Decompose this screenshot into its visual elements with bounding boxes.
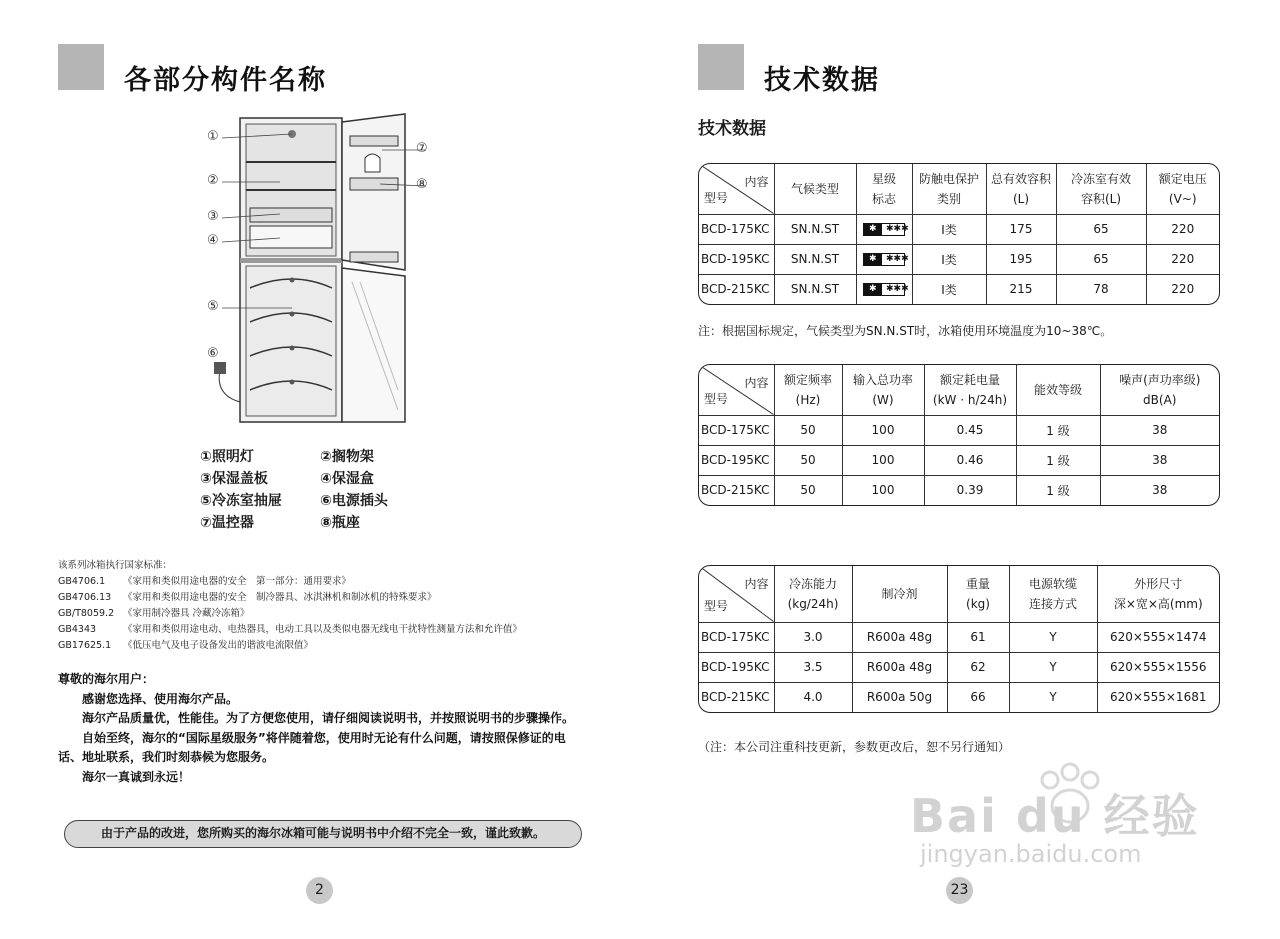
- table-cell: SN.N.ST: [774, 214, 856, 244]
- corner-model-label: 型号: [704, 190, 729, 205]
- table-cell: Ⅰ类: [912, 214, 986, 244]
- table-cell: 50: [774, 475, 842, 505]
- watermark-brand: Bai du 经验: [910, 789, 1200, 843]
- column-header: 重量 (kg): [947, 566, 1009, 622]
- model-cell: BCD-215KC: [699, 274, 774, 304]
- table-cell: 100: [842, 445, 924, 475]
- page-title-specs: 技术数据: [764, 65, 880, 96]
- table-cell: 3.0: [774, 622, 852, 652]
- legend-row: [200, 512, 440, 534]
- table-row: [699, 445, 1219, 475]
- star-rating-icon: ✱ ✱✱✱: [863, 223, 905, 236]
- standard-item: [58, 638, 618, 654]
- column-header: 电源软缆 连接方式: [1009, 566, 1097, 622]
- table-cell: 220: [1146, 244, 1219, 274]
- table-row: [699, 622, 1219, 652]
- letter-paragraph: 海尔产品质量优，性能佳。为了方便您使用，请仔细阅读说明书，并按照说明书的步骤操作。: [82, 711, 575, 725]
- standard-text: 《家用和类似用途电器的安全 第一部分：通用要求》: [123, 576, 352, 587]
- part-label: ④保湿盒: [320, 471, 374, 487]
- part-label: ⑧瓶座: [320, 515, 360, 531]
- standard-item: [58, 590, 618, 606]
- legend-row: [200, 490, 440, 512]
- table-row: [699, 214, 1219, 244]
- standard-code: GB4343: [58, 624, 97, 635]
- table-cell: 620×555×1681: [1097, 682, 1219, 712]
- table-cell: 0.39: [924, 475, 1016, 505]
- table-cell: 65: [1056, 244, 1146, 274]
- table-cell: 100: [842, 415, 924, 445]
- corner-content-label: 内容: [744, 175, 769, 189]
- callout-5: ⑤: [207, 299, 219, 314]
- spec-table-3: [698, 565, 1220, 713]
- table-cell: 1 级: [1016, 475, 1100, 505]
- table-cell: 195: [986, 244, 1056, 274]
- column-header: 气候类型: [774, 164, 856, 214]
- table-cell: 61: [947, 622, 1009, 652]
- letter-paragraph: 自始至终，海尔的“国际星级服务”将伴随着您，使用时无论有什么问题，请按照保修证的电话、地址联系，我们时刻恭候为您服务。: [58, 730, 566, 764]
- watermark-url: jingyan.baidu.com: [920, 840, 1142, 868]
- table-row: [699, 244, 1219, 274]
- table-cell: Y: [1009, 682, 1097, 712]
- part-label: ③保湿盖板: [200, 471, 268, 487]
- model-cell: BCD-175KC: [699, 415, 774, 445]
- callout-1: ①: [207, 129, 219, 144]
- improvement-notice: 由于产品的改进，您所购买的海尔冰箱可能与说明书中介绍不完全一致，谨此致歉。: [64, 820, 582, 848]
- model-cell: BCD-175KC: [699, 214, 774, 244]
- column-header: 能效等级: [1016, 365, 1100, 415]
- corner-content-label: 内容: [744, 376, 769, 390]
- corner-content-label: 内容: [744, 577, 769, 591]
- table-cell: 175: [986, 214, 1056, 244]
- update-note: （注：本公司注重科技更新，参数更改后，恕不另行通知）: [698, 740, 1011, 754]
- column-header: 额定频率 (Hz): [774, 365, 842, 415]
- standard-code: GB4706.13: [58, 592, 112, 603]
- column-header: 额定电压 (V~): [1146, 164, 1219, 214]
- table-cell: 66: [947, 682, 1009, 712]
- table-cell: 1 级: [1016, 445, 1100, 475]
- table-row: [699, 652, 1219, 682]
- column-header: 外形尺寸 深×宽×高(mm): [1097, 566, 1219, 622]
- standard-code: GB17625.1: [58, 640, 112, 651]
- table-row: [699, 415, 1219, 445]
- standard-text: 《家用和类似用途电器的安全 制冷器具、冰淇淋机和制冰机的特殊要求》: [123, 592, 437, 603]
- model-cell: BCD-195KC: [699, 445, 774, 475]
- table-row: [699, 274, 1219, 304]
- part-label: ⑦温控器: [200, 515, 254, 531]
- table-cell: 3.5: [774, 652, 852, 682]
- table-cell: 50: [774, 445, 842, 475]
- column-header: 噪声(声功率级) dB(A): [1100, 365, 1219, 415]
- table-row: [699, 682, 1219, 712]
- callout-2: ②: [207, 173, 219, 188]
- letter-greeting: 尊敬的海尔用户：: [58, 672, 155, 686]
- climate-note: 注：根据国标规定，气候类型为SN.N.ST时，冰箱使用环境温度为10~38℃。: [698, 324, 1113, 338]
- table-corner-header: [699, 566, 774, 622]
- legend-row: [200, 446, 440, 468]
- letter-paragraph: 感谢您选择、使用海尔产品。: [82, 691, 239, 706]
- standard-text: 《低压电气及电子设备发出的谐波电流限值》: [123, 640, 314, 651]
- standard-text: 《家用和类似用途电动、电热器具，电动工具以及类似电器无线电干扰特性测量方法和允许值》: [123, 624, 523, 635]
- table-corner-header: [699, 164, 774, 214]
- standard-code: GB/T8059.2: [58, 608, 115, 619]
- star-rating-cell: [856, 214, 912, 244]
- table-cell: 220: [1146, 274, 1219, 304]
- model-cell: BCD-175KC: [699, 622, 774, 652]
- column-header: 额定耗电量 (kW · h/24h): [924, 365, 1016, 415]
- standard-code: GB4706.1: [58, 576, 106, 587]
- table-cell: 215: [986, 274, 1056, 304]
- corner-model-label: 型号: [704, 391, 729, 406]
- baidu-jingyan-watermark: [910, 760, 1230, 880]
- standard-item: [58, 574, 618, 590]
- table-cell: Y: [1009, 622, 1097, 652]
- column-header: 冷冻能力 (kg/24h): [774, 566, 852, 622]
- corner-model-label: 型号: [704, 598, 729, 613]
- star-rating-icon: ✱ ✱✱✱: [863, 283, 905, 296]
- table-cell: 65: [1056, 214, 1146, 244]
- callout-7: ⑦: [416, 141, 428, 156]
- table-cell: 38: [1100, 445, 1219, 475]
- table-cell: SN.N.ST: [774, 274, 856, 304]
- column-header: 冷冻室有效 容积(L): [1056, 164, 1146, 214]
- callout-3: ③: [207, 209, 219, 224]
- standards-list: [58, 558, 618, 654]
- fridge-diagram: [200, 110, 430, 430]
- star-rating-icon: ✱ ✱✱✱: [863, 253, 905, 266]
- table-corner-header: [699, 365, 774, 415]
- standards-intro: 该系列冰箱执行国家标准：: [58, 560, 173, 571]
- table-cell: R600a 50g: [852, 682, 947, 712]
- table-cell: 0.46: [924, 445, 1016, 475]
- star-rating-cell: [856, 244, 912, 274]
- customer-letter: [58, 670, 588, 787]
- standard-text: 《家用制冷器具 冷藏冷冻箱》: [123, 608, 250, 619]
- table-cell: Ⅰ类: [912, 274, 986, 304]
- column-header: 总有效容积 (L): [986, 164, 1056, 214]
- table-cell: R600a 48g: [852, 652, 947, 682]
- section-marker: [58, 44, 104, 90]
- table-cell: 100: [842, 475, 924, 505]
- table-cell: 78: [1056, 274, 1146, 304]
- table-cell: 620×555×1474: [1097, 622, 1219, 652]
- standard-item: [58, 606, 618, 622]
- table-row: [699, 475, 1219, 505]
- fridge-drawing: [200, 110, 430, 430]
- table-cell: 62: [947, 652, 1009, 682]
- section-marker: [698, 44, 744, 90]
- model-cell: BCD-215KC: [699, 475, 774, 505]
- section-subtitle: 技术数据: [698, 119, 766, 139]
- callout-4: ④: [207, 233, 219, 248]
- table-cell: 0.45: [924, 415, 1016, 445]
- standard-item: [58, 622, 618, 638]
- table-cell: Ⅰ类: [912, 244, 986, 274]
- callout-6: ⑥: [207, 346, 219, 361]
- spec-table-1: [698, 163, 1220, 305]
- letter-paragraph: 海尔一真诚到永远！: [82, 769, 191, 784]
- column-header: 防触电保护 类别: [912, 164, 986, 214]
- part-label: ⑤冷冻室抽屉: [200, 493, 282, 509]
- table-cell: 620×555×1556: [1097, 652, 1219, 682]
- table-cell: R600a 48g: [852, 622, 947, 652]
- table-cell: SN.N.ST: [774, 244, 856, 274]
- parts-legend: [200, 446, 440, 534]
- table-cell: 220: [1146, 214, 1219, 244]
- legend-row: [200, 468, 440, 490]
- callout-8: ⑧: [416, 177, 428, 192]
- model-cell: BCD-195KC: [699, 652, 774, 682]
- spec-table-2: [698, 364, 1220, 506]
- table-cell: 1 级: [1016, 415, 1100, 445]
- column-header: 星级 标志: [856, 164, 912, 214]
- star-rating-cell: [856, 274, 912, 304]
- table-cell: 4.0: [774, 682, 852, 712]
- table-cell: 50: [774, 415, 842, 445]
- table-cell: 38: [1100, 475, 1219, 505]
- part-label: ①照明灯: [200, 449, 254, 465]
- model-cell: BCD-195KC: [699, 244, 774, 274]
- page-title-parts: 各部分构件名称: [124, 65, 327, 96]
- part-label: ⑥电源插头: [320, 493, 388, 509]
- model-cell: BCD-215KC: [699, 682, 774, 712]
- table-cell: 38: [1100, 415, 1219, 445]
- column-header: 制冷剂: [852, 566, 947, 622]
- column-header: 输入总功率 (W): [842, 365, 924, 415]
- page-number: 2: [306, 877, 333, 904]
- part-label: ②搁物架: [320, 449, 374, 465]
- table-cell: Y: [1009, 652, 1097, 682]
- page-number: 23: [946, 877, 973, 904]
